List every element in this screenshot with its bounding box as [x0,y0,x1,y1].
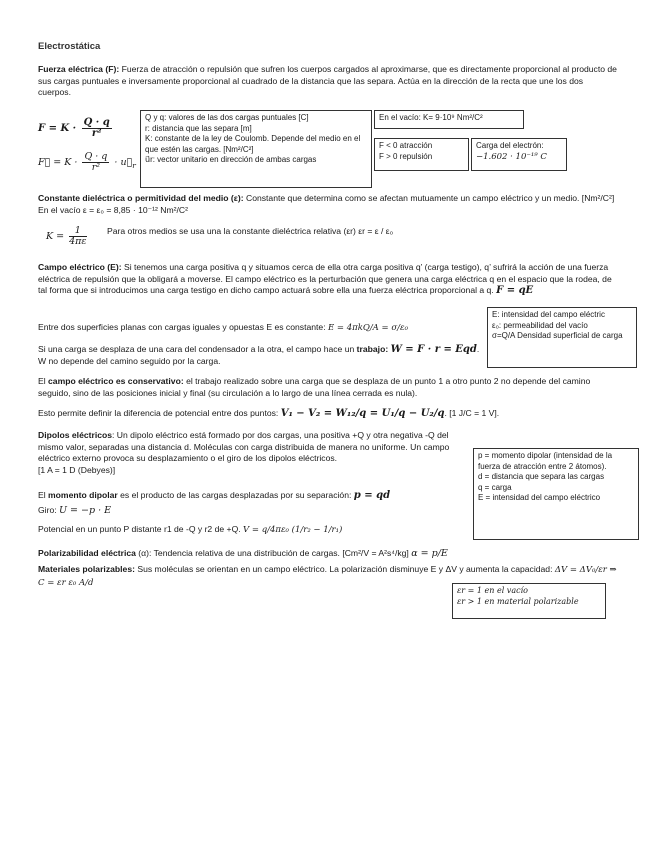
dipolos-paragraph [38,430,468,476]
potencial-unit: . [1 J/C = 1 V]. [444,408,500,418]
trabajo-text-c: . W no depende del camino seguido por la carga. [38,344,480,366]
polarizabilidad-text: (α): Tendencia relativa de una distribución de cargas. [Cm²/V = A²s⁴/kg] [135,548,412,558]
dipolo-potencial-text: Potencial en un punto P distante r1 de -Q y r2 de +Q. [38,524,244,534]
legend-line: εr = 1 en el vacío [457,586,528,595]
dipolos-unit: [1 A = 1 D (Debyes)] [38,464,116,475]
signs-box [374,138,469,171]
giro-formula: U = −p · E [59,505,112,516]
materiales-formula: ΔV = ΔV₀/εr ⇒ C = εr ε₀ A/d [38,565,617,588]
dipolo-potencial-line [38,524,468,537]
momento-paragraph [38,490,468,502]
campo-heading: Campo eléctrico (E): [38,262,122,272]
sign-repulsion: F > 0 repulsión [379,151,433,161]
legend-line: r: distancia que las separa [m] [145,123,252,133]
legend-line: σ=Q/A Densidad superficial de carga [492,331,623,340]
conservativo-paragraph [38,376,618,399]
legend-line: u⃗r: vector unitario en dirección de ambas cargas [145,155,317,164]
polarizabilidad-heading: Polarizabilidad eléctrica [38,548,136,558]
fuerza-paragraph [38,64,618,99]
conserv-heading: campo eléctrico es conservativo: [48,376,184,386]
constante-paragraph [38,193,618,216]
constante-relative: Para otros medios se usa una la constante dieléctrica relativa (εr) εr = ε / ε₀ [107,226,394,236]
conserv-text: el trabajo realizado sobre una carga que se desplaza de un punto 1 a otro punto 2 no depende del camino seguido, sino de las posiciones inicial y final (su circulación a lo largo de una línea cerrada es nula). [38,376,591,398]
giro-line [38,505,111,517]
legend-line: ε₀: permeabilidad del vacío [492,320,588,330]
trabajo-paragraph [38,344,483,367]
materiales-heading: Materiales polarizables: [38,564,135,574]
fuerza-legend-box [140,110,372,188]
momento-text: es el producto de las cargas desplazadas por su separación: [117,490,354,500]
momento-heading: momento dipolar [48,490,118,500]
fuerza-text: Fuerza de atracción o repulsión que sufren los cuerpos cargados al aproximarse, que es directamente proporcional al producto de sus cargas puntuales e inversamente proporcional al cuadrado de la distancia que las separa. Actúa en la dirección de la recta que une los dos cuerpos. [38,64,617,97]
campo-legend-box [487,307,637,368]
polarizabilidad-paragraph [38,548,618,560]
trabajo-text-a: Si una carga se desplaza de una cara del condensador a la otra, el campo hace un [38,344,357,354]
trabajo-heading: trabajo: [356,344,389,354]
legend-line: εr > 1 en material polarizable [457,596,579,606]
polarizabilidad-formula: α = p/E [411,548,448,559]
planes-formula: E = 4πkQ/A = σ/ε₀ [327,323,408,333]
legend-line: K: constante de la ley de Coulomb. Depende del medio en el que estén las cargas. [Nm²/C²] [145,134,361,154]
legend-line: Q y q: valores de las dos cargas puntuales [C] [145,113,309,122]
campo-paragraph [38,262,618,297]
materiales-text: Sus moléculas se orientan en un campo eléctrico. La polarización disminuye E y ΔV y aumenta la capacidad: [134,564,555,574]
legend-line: d = distancia que separa las cargas [478,472,605,481]
electron-label: Carga del electrón: [476,141,544,150]
legend-line: E = intensidad del campo eléctrico [478,493,601,502]
momento-a: El [38,490,49,500]
campo-formula: F = qE [496,285,534,296]
potencial-formula: V₁ − V₂ = W₁₂/q = U₁/q − U₂/q [280,408,445,419]
vacio-text: En el vacío: K= 9·10⁹ Nm²/C² [379,113,483,122]
constante-text: Constante que determina como se afectan mutuamente un campo eléctrico y un medio. [Nm²/C²] En el vacío ε = ε₀ = 8,85 · 10⁻¹² Nm²/C² [38,193,615,215]
dipolos-text: : Un dipolo eléctrico está formado por dos cargas, una positiva +Q y otra negativa -Q del mismo valor, separadas una distancia d. Moléculas con carga distribuida de manera no uniforme. Un campo eléctrico externo provoca su desplazamiento o el giro de los dipolos eléctricos. [38,430,450,463]
materiales-legend-box [452,583,606,619]
constante-formula: K = $\frac{1}{4\pi\varepsilon}$ [46,225,87,247]
conserv-a: El [38,376,49,386]
planes-text: Entre dos superficies planas con cargas iguales y opuestas E es constante: [38,322,328,332]
giro-label: Giro: [38,505,60,515]
dipolos-heading: Dipolos eléctricos [38,430,113,440]
campo-text: Si tenemos una carga positiva q y situamos cerca de ella otra carga positiva q’ (carga testigo), q’ sufrirá la acción de una fuerza eléctrica de repulsión que la obligará a moverse. El campo eléctrico es la perturbación que genera una carga eléctrica q en el espacio que la rodea, de tal forma que si introducimos una carga testigo en dicho campo actuará sobre ella una fuerza eléctrica proporcional a q. [38,262,612,295]
fuerza-formula-vector: F⃗ = K · $\frac{Q \cdot q}{\text{r²}}$ · $u⃗_r$ [38,151,136,173]
vacio-box [374,110,524,129]
legend-line: p = momento dipolar (intensidad de la fuerza de atracción entre 2 átomos). [478,451,613,471]
electron-box [471,138,567,171]
campo-planes [38,322,478,335]
fuerza-formula-scalar: F = K · $\frac{Q \cdot q}{\text{r²}}$ [38,117,110,139]
constante-heading: Constante dieléctrica o permitividad del medio (ε): [38,193,244,203]
legend-line: q = carga [478,482,512,492]
fuerza-heading: Fuerza eléctrica (F): [38,64,120,74]
dipolo-potencial-formula: V = q/4πε₀ (1/r₂ − 1/r₁) [243,525,343,535]
electron-value: −1.602 · 10⁻¹⁹ C [476,151,547,162]
potencial-paragraph [38,408,618,420]
page-title: Electrostática [38,41,101,52]
momento-formula: p = qd [353,490,391,501]
legend-line: E: intensidad del campo eléctric [492,310,605,319]
potencial-text: Esto permite definir la diferencia de potencial entre dos puntos: [38,408,281,418]
sign-atraccion: F < 0 atracción [379,141,433,150]
dipolos-legend-box [473,448,639,540]
trabajo-formula: W = F · r = Eqd [390,344,477,355]
